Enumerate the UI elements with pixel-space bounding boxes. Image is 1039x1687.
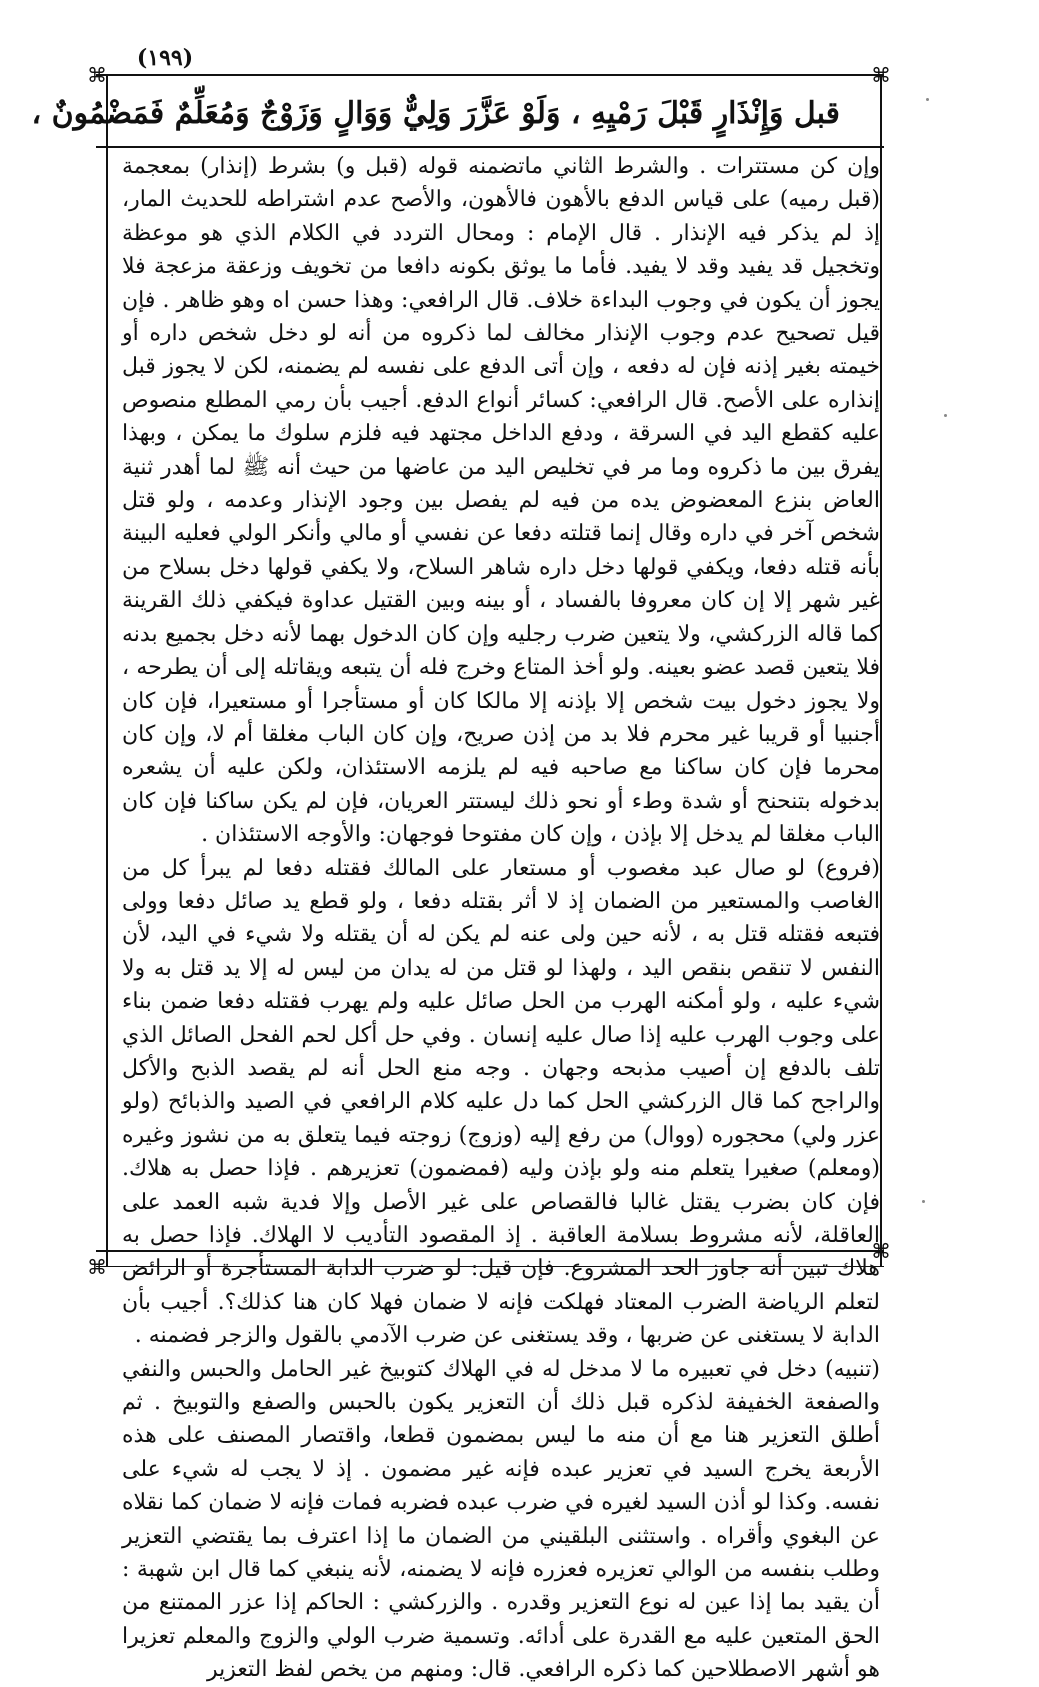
matn-line: قبل وَإِنْذَارٍ قَبْلَ رَمْيِهِ ، وَلَوْ عَزَّرَ وَلِيٌّ وَوَالٍ وَزَوْجٌ وَمُعَلِّمٌ فَمَضْمُونٌ ، <box>31 96 840 131</box>
commentary-paragraph: وإن كن مستترات . والشرط الثاني ماتضمنه قوله (قبل و) بشرط (إنذار) بمعجمة (قبل رميه) على قياس الدفع بالأهون فالأهون، والأصح عدم اشتراطه للحديث المار، إذ لم يذكر فيه الإنذار . قال الإمام : ومحال التردد في الكلام الذي هو موعظة وتخجيل قد يفيد وقد لا يفيد. فأما ما يوثق بكونه دافعا من تخويف وزعقة مزعجة فلا يجوز أن يكون في وجوب البداءة خلاف. قال الرافعي: وهذا حسن اه وهو ظاهر . فإن قيل تصحيح عدم وجوب الإنذار مخالف لما ذكروه من أنه لو دخل شخص داره أو خيمته بغير إذنه فإن له دفعه ، وإن أتى الدفع على نفسه لم يضمنه، لكن لا يجوز قبل إنذاره على الأصح. قال الرافعي: كسائر أنواع الدفع. أجيب بأن رمي المطلع منصوص عليه كقطع اليد في السرقة ، ودفع الداخل مجتهد فيه فلزم سلوك ما يمكن ، وبهذا يفرق بين ما ذكروه وما مر في تخليص اليد من عاضها من حيث أنه ﷺ لما أهدر ثنية العاض بنزع المعضوض يده من فيه لم يفصل بين وجود الإنذار وعدمه ، ولو قتل شخص آخر في داره وقال إنما قتلته دفعا عن نفسي أو مالي وأنكر الولي فعليه البينة بأنه قتله دفعا، ويكفي قولها دخل داره شاهر السلاح، ولا يكفي قولها دخل بسلاح من غير شهر إلا إن كان معروفا بالفساد ، أو بينه وبين القتيل عداوة فيكفي ذلك القرينة كما قاله الزركشي، ولا يتعين ضرب رجليه وإن كان الدخول بهما لأنه دخل بجميع بدنه فلا يتعين قصد عضو بعينه. ولو أخذ المتاع وخرج فله أن يتبعه ويقاتله إلى أن يطرحه ، ولا يجوز دخول بيت شخص إلا بإذنه إلا مالكا كان أو مستأجرا أو مستعيرا، فإن كان أجنبيا أو قريبا غير محرم فلا بد من إذن صريح، وإن كان الباب مغلقا أم لا، وإن كان محرما فإن كان ساكنا مع صاحبه فيه لم يلزمه الاستئذان، ولكن عليه أن يشعره بدخوله بتنحنح أو شدة وطء أو نحو ذلك ليستتر العريان، فإن لم يكن ساكنا فإن كان الباب مغلقا لم يدخل إلا بإذن ، وإن كان مفتوحا فوجهان: والأوجه الاستئذان . <box>122 154 880 848</box>
page-number: (١٩٩) <box>136 45 194 71</box>
frame-under-matn-rule <box>96 146 884 148</box>
corner-ornament-bottom-left: ⌘ <box>87 1255 107 1279</box>
tanbih-paragraph: (تنبيه) دخل في تعبيره ما لا مدخل له في الهلاك كتوبيخ غير الحامل والحبس والنفي والصفعة الخفيفة لذكره قبل ذلك أن التعزير يكون بالحبس والصفع والتوبيخ . ثم أطلق التعزير هنا مع أن منه ما ليس بمضمون قطعا، واقتصار المصنف على هذه الأربعة يخرج السيد في تعزير عبده فإنه غير مضمون . إذ لا يجب له شيء على نفسه. وكذا لو أذن السيد لغيره في ضرب عبده فضربه فمات فإنه لا ضمان كما نقلاه عن البغوي وأقراه . واستثنى البلقيني من الضمان ما إذا اعترف بما يقتضي التعزير وطلب بنفسه من الوالي تعزيره فعزره فإنه لا يضمنه، لأنه ينبغي كما قال ابن شهبة : أن يقيد بما إذا عين له نوع التعزير وقدره . والزركشي : الحاكم إذا عزر الممتنع من الحق المتعين عليه مع القدرة على أدائه. وتسمية ضرب الولي والزوج والمعلم تعزيرا هو أشهر الاصطلاحين كما ذكره الرافعي. قال: ومنهم من يخص لفظ التعزير <box>122 1356 880 1683</box>
scan-speck <box>922 1200 925 1203</box>
scan-speck <box>926 98 929 101</box>
corner-ornament-top-right: ⌘ <box>871 63 891 87</box>
commentary-body <box>122 150 880 1683</box>
frame-right-rule <box>880 74 882 1266</box>
corner-ornament-bottom-right: ⌘ <box>871 1239 891 1263</box>
corner-ornament-top-left: ⌘ <box>87 63 107 87</box>
frame-top-rule <box>96 74 884 76</box>
scan-speck <box>944 414 947 417</box>
frame-left-rule <box>106 74 108 1266</box>
furu-paragraph: (فروع) لو صال عبد مغصوب أو مستعار على المالك فقتله دفعا لم يبرأ كل من الغاصب والمستعير من الضمان إذ لا أثر بقتله دفعا ، ولو قطع يد صائل دفعا وولى فتبعه فقتله قتل به ، لأنه حين ولى عنه لم يكن له أن يقتله ولا شيء في اليد، لأن النفس لا تنقص بنقص اليد ، ولهذا لو قتل من له يدان من ليس له إلا يد قتل به ولا شيء عليه ، ولو أمكنه الهرب من الحل صائل عليه ولم يهرب فقتله دفعا ضمن بناء على وجوب الهرب عليه إذا صال عليه إنسان . وفي حل أكل لحم الفحل الصائل الذي تلف بالدفع إن أصيب مذبحه وجهان . وجه منع الحل أنه لم يقصد الذبح والأكل والراجح كما قال الزركشي الحل كما دل عليه كلام الرافعي في الصيد والذبائح (ولو عزر ولي) محجوره (ووال) من رفع إليه (وزوج) زوجته فيما يتعلق به من نشوز وغيره (ومعلم) صغيرا يتعلم منه ولو بإذن وليه (فمضمون) تعزيرهم . فإذا حصل به هلاك. فإن كان بضرب يقتل غالبا فالقصاص على غير الأصل وإلا فدية شبه العمد على العاقلة، لأنه مشروط بسلامة العاقبة . إذ المقصود التأديب لا الهلاك. فإذا حصل به هلاك تبين أنه جاوز الحد المشروع. فإن قيل: لو ضرب الدابة المستأجرة أو الرائض لتعلم الرياضة الضرب المعتاد فهلكت فإنه لا ضمان فهلا كان هنا كذلك؟. أجيب بأن الدابة لا يستغنى عن ضربها ، وقد يستغنى عن ضرب الآدمي بالقول والزجر فضمنه . <box>122 855 880 1349</box>
